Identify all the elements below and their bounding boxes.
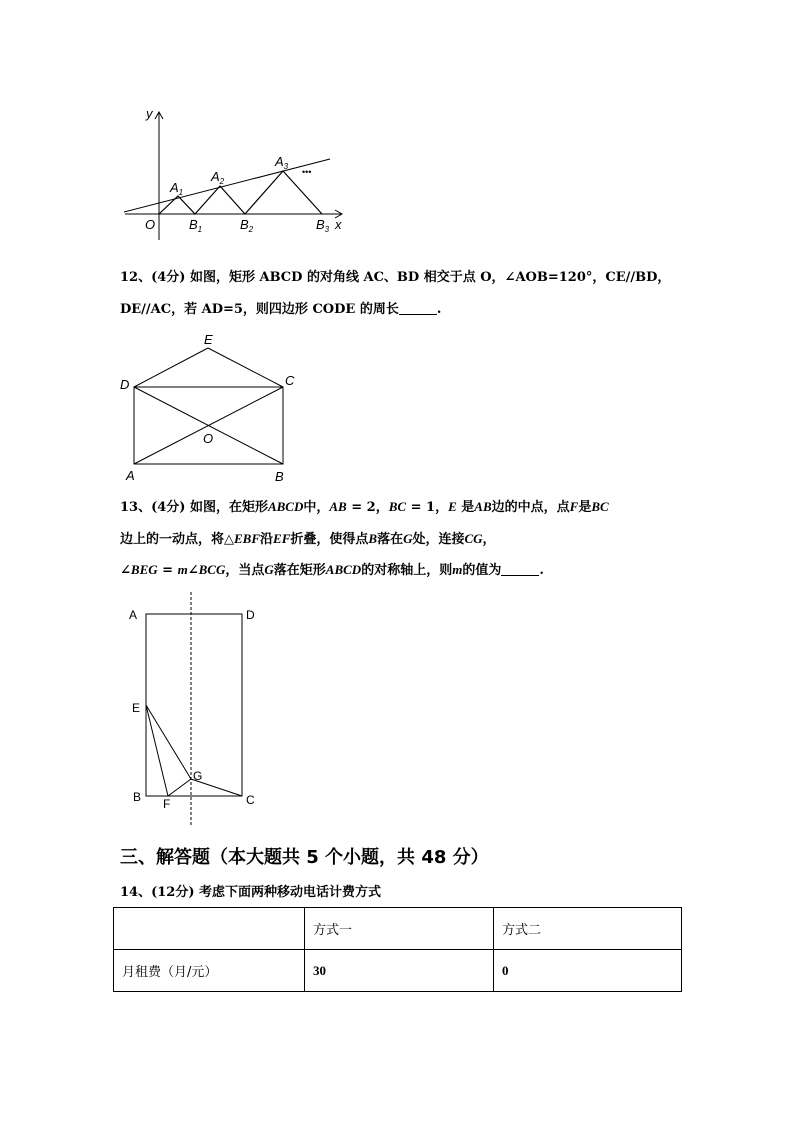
q13-math: BEG — [130, 562, 158, 577]
q13-text: 是 — [456, 500, 475, 515]
table-row — [114, 950, 682, 992]
q13-text: . — [539, 563, 544, 578]
q13-math: AB — [474, 499, 492, 514]
label-d-13: D — [246, 608, 255, 622]
q13-text: 13、(4分) 如图，在矩形 — [120, 500, 268, 515]
q13-math: BCG — [198, 562, 226, 577]
q13-math: G — [264, 562, 274, 577]
q13-text: 的值为 — [462, 563, 502, 578]
q13-math: ABCD — [325, 562, 362, 577]
label-e: E — [204, 332, 213, 347]
q13-text: = 2， — [346, 500, 389, 515]
label-o: O — [203, 431, 214, 446]
label-a-13: A — [129, 608, 138, 622]
table-header-cell: 方式二 — [494, 908, 682, 950]
label-e-13: E — [132, 701, 141, 715]
label-b3: $B_3$ — [316, 217, 330, 234]
q13-text: 是 — [578, 500, 592, 515]
q13-text: 折叠，使得点 — [290, 532, 369, 547]
q13-math: E — [448, 499, 457, 514]
label-a1: $A_1$ — [170, 180, 184, 197]
table-header-cell: 方式一 — [305, 908, 494, 950]
q13-text: 落在矩形 — [273, 563, 326, 578]
label-c: C — [285, 373, 295, 388]
q13-text: 边的中点，点 — [491, 500, 570, 515]
q13-text: 沿 — [260, 532, 274, 547]
q13-math: F — [569, 499, 579, 514]
label-a: A — [126, 468, 135, 483]
q13-math: G — [403, 531, 413, 546]
label-b-13: B — [133, 790, 142, 804]
q13-math: ABCD — [267, 499, 304, 514]
label-b2: $B_2$ — [240, 217, 254, 234]
label-g-13: G — [193, 769, 203, 783]
table-cell: 0 — [494, 950, 682, 992]
q13-text: = — [157, 563, 178, 578]
table-header-cell — [114, 908, 305, 950]
label-c-13: C — [246, 793, 255, 807]
q12-line2-text: DE//AC，若 AD=5，则四边形 CODE 的周长 — [120, 302, 399, 317]
seg-ef — [146, 705, 168, 796]
q13-text: 边上的一动点，将△ — [120, 532, 234, 547]
q13-text: = 1， — [406, 500, 449, 515]
q13-text: 的对称轴上，则 — [361, 563, 453, 578]
q13-text: ，当点 — [225, 563, 265, 578]
label-y: y — [146, 106, 153, 121]
label-b: B — [275, 469, 284, 484]
q13-text: ∠ — [120, 563, 131, 578]
table-header-row — [114, 908, 682, 950]
q13-math: BC — [591, 499, 609, 514]
fee-table — [113, 907, 682, 992]
label-dots: ••• — [302, 167, 312, 177]
q13-text: 落在 — [377, 532, 404, 547]
label-f-13: F — [163, 797, 171, 811]
q13-text: ， — [482, 532, 496, 547]
q13-text: 中， — [303, 500, 330, 515]
table-cell: 30 — [305, 950, 494, 992]
seg-eg — [146, 705, 191, 779]
label-b1: $B_1$ — [189, 217, 203, 234]
q12-line2-end: . — [436, 302, 442, 317]
seg-fg — [168, 779, 191, 796]
q14-intro: 14、(12分) 考虑下面两种移动电话计费方式 — [120, 885, 382, 900]
q13-math: m — [452, 562, 463, 577]
label-a2: $A_2$ — [211, 169, 225, 186]
label-d: D — [120, 377, 130, 392]
q13-text: ∠ — [187, 563, 199, 578]
q13-math: EBF — [234, 531, 261, 546]
q12-line1: 12、(4分) 如图，矩形 ABCD 的对角线 AC、BD 相交于点 O，∠AOB=120°，CE//BD， — [120, 270, 671, 285]
table-cell: 月租费（月/元） — [114, 950, 305, 992]
label-origin: O — [145, 217, 156, 232]
q13-math: BC — [388, 499, 407, 514]
q13-math: m — [177, 562, 188, 577]
q13-math: CG — [464, 531, 483, 546]
label-a3: $A_3$ — [275, 154, 289, 171]
q13-math: EF — [273, 531, 291, 546]
q13-math: B — [368, 531, 378, 546]
section-title: 三、解答题（本大题共 5 个小题，共 48 分） — [120, 847, 489, 868]
q13-text: 处，连接 — [412, 532, 465, 547]
q13-math: AB — [329, 499, 347, 514]
label-x: x — [335, 217, 342, 232]
